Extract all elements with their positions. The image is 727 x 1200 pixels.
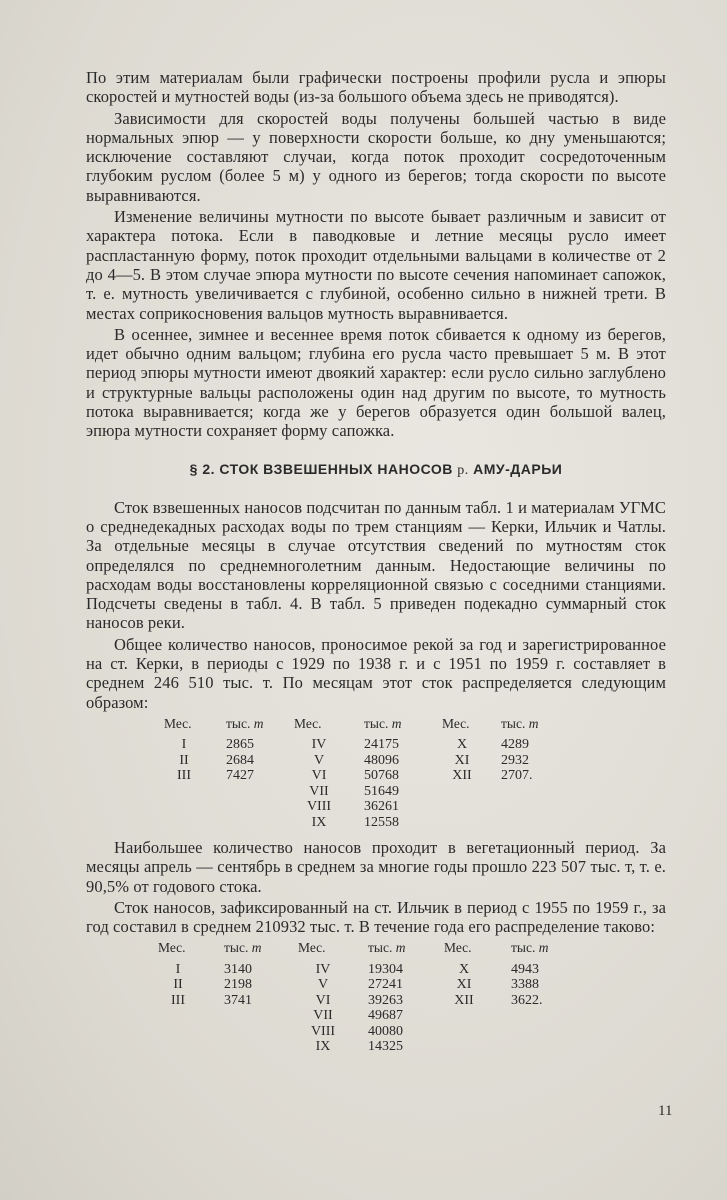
table-month-cell: X xyxy=(456,737,468,753)
t1-months-2 xyxy=(294,737,344,830)
paragraph-5: Сток взвешенных наносов подсчитан по данным табл. 1 и материалам УГМС о среднедекадных расходах воды по трем станциям — Керки, Ильчик и Чатлы. За отдельные месяцы в случае отсутствия сведений по мутностям сток определялся по среднемноголетним данным. Недостающие величины по расходам воды восстановлены корреляционной связью с соседними станциями. Подсчеты сведены в табл. 4. В табл. 5 приведен подекадно суммарный сток наносов реки. xyxy=(86,497,666,633)
table-month-cell: I xyxy=(181,737,187,753)
t1-col-value-2 xyxy=(364,716,424,831)
table-month-cell: VI xyxy=(315,992,331,1008)
t2-col-month-1 xyxy=(158,940,198,1008)
table-value-cell: 27241 xyxy=(368,977,403,993)
table-month-cell: VIII xyxy=(306,799,332,815)
table-value-cell: 4289 xyxy=(501,737,529,753)
paragraph-8: Сток наносов, зафиксированный на ст. Ильчик в период с 1955 по 1959 г., за год составил в среднем 210932 тыс. т. В течение года его распределение таково: xyxy=(86,897,666,937)
table-month-cell: III xyxy=(171,992,185,1008)
table-month-cell: IX xyxy=(315,1039,331,1055)
t2-months-1 xyxy=(158,962,198,1009)
t1-months-3 xyxy=(442,737,482,784)
table-month-cell: IV xyxy=(311,737,327,753)
table-month-cell: III xyxy=(177,768,191,784)
table-month-cell: VII xyxy=(309,783,329,799)
page-content xyxy=(86,68,666,1066)
t2-months-3 xyxy=(444,962,484,1009)
table-value-cell: 39263 xyxy=(368,992,403,1008)
monthly-table-ilchik xyxy=(86,940,666,1056)
table-value-cell: 3741 xyxy=(224,992,252,1008)
t2-header-value-1: тыс. т xyxy=(224,940,262,956)
table-value-cell: 19304 xyxy=(368,961,403,977)
section-river-prefix: р. xyxy=(457,462,469,478)
t1-col-value-3 xyxy=(501,716,561,784)
t1-values-1 xyxy=(226,737,286,784)
paragraph-6: Общее количество наносов, проносимое рекой за год и зарегистрированное на ст. Керки, в периоды с 1929 по 1938 г. и с 1951 по 1959 г. составляет в среднем 246 510 тыс. т. По месяцам этот сток распределяется следующим образом: xyxy=(86,634,666,712)
section-heading xyxy=(86,461,666,479)
page-number: 11 xyxy=(658,1103,673,1119)
table-value-cell: 3388 xyxy=(511,977,539,993)
t1-header-value-2: тыс. т xyxy=(364,715,402,731)
table-value-cell: 2684 xyxy=(226,752,254,768)
t2-col-month-3 xyxy=(444,940,484,1008)
table-value-cell: 48096 xyxy=(364,752,399,768)
table-value-cell: 24175 xyxy=(364,737,399,753)
paragraph-2: Зависимости для скоростей воды получены большей частью в виде нормальных эпюр — у поверхности скорости больше, ко дну уменьшаются; исключение составляют случаи, когда поток проходит сосредоточенным глубоким руслом (более 5 м) у одного из берегов; тогда скорости по высоте выравниваются. xyxy=(86,108,666,205)
table-month-cell: II xyxy=(173,977,183,993)
table-month-cell: IX xyxy=(311,814,327,830)
t2-header-month-3: Мес. xyxy=(444,940,472,956)
table-value-cell: 14325 xyxy=(368,1039,403,1055)
t2-header-month-1: Мес. xyxy=(158,940,186,956)
table-month-cell: VI xyxy=(311,768,327,784)
t1-values-2 xyxy=(364,737,424,830)
paragraph-4: В осеннее, зимнее и весеннее время поток сбивается к одному из берегов, идет обычно одним вальцом; глубина его русла часто превышает 5 м. В этот период эпюры мутности имеют двоякий характер: если русло сильно заглублено и структурные вальцы расположены один над другим по высоте, то мутность потока выравнивается; когда же у берегов образуется один большой валец, эпюра мутности сохраняет форму сапожка. xyxy=(86,324,666,441)
t2-header-value-2: тыс. т xyxy=(368,940,406,956)
table-month-cell: X xyxy=(458,961,470,977)
table-value-cell: 50768 xyxy=(364,768,399,784)
table-month-cell: II xyxy=(179,752,189,768)
table-value-cell: 36261 xyxy=(364,799,399,815)
table-month-cell: VII xyxy=(313,1008,333,1024)
table-value-cell: 2932 xyxy=(501,752,529,768)
t1-header-month-3: Мес. xyxy=(442,715,470,731)
table-value-cell: 2198 xyxy=(224,977,252,993)
table-month-cell: V xyxy=(317,977,329,993)
section-title-after: АМУ-ДАРЬИ xyxy=(473,460,563,477)
t1-header-month-1: Мес. xyxy=(164,715,192,731)
table-value-cell: 3140 xyxy=(224,961,252,977)
t1-col-value-1 xyxy=(226,716,286,784)
table-value-cell: 51649 xyxy=(364,783,399,799)
t2-values-1 xyxy=(224,962,284,1009)
table-value-cell: 40080 xyxy=(368,1023,403,1039)
section-title-before: СТОК ВЗВЕШЕННЫХ НАНОСОВ xyxy=(219,460,453,477)
paragraph-7: Наибольшее количество наносов проходит в вегетационный период. За месяцы апрель — сентябрь в среднем за многие годы прошло 223 507 тыс. т, т. е. 90,5% от годового стока. xyxy=(86,837,666,896)
table-value-cell: 7427 xyxy=(226,768,254,784)
paragraph-3: Изменение величины мутности по высоте бывает различным и зависит от характера потока. Если в паводковые и летние месяцы русло имеет распластанную форму, поток проходит отдельными вальцами в количестве от 2 до 4—5. В этом случае эпюра мутности по высоте сечения напоминает сапожок, т. е. мутность увеличивается с глубиной, особенно сильно в нижней трети. В местах соприкосновения вальцов мутность выравнивается. xyxy=(86,207,666,323)
table-month-cell: V xyxy=(313,752,325,768)
table-month-cell: IV xyxy=(315,961,331,977)
t1-header-month-2: Мес. xyxy=(294,715,322,731)
t2-values-2 xyxy=(368,962,428,1055)
table-month-cell: XI xyxy=(454,752,470,768)
t2-header-month-2: Мес. xyxy=(298,940,326,956)
table-value-cell: 3622. xyxy=(511,992,543,1008)
t2-header-value-3: тыс. т xyxy=(511,940,549,956)
t1-col-month-3 xyxy=(442,716,482,784)
t1-months-1 xyxy=(164,737,204,784)
t1-header-value-1: тыс. т xyxy=(226,715,264,731)
table-month-cell: XI xyxy=(456,977,472,993)
table-value-cell: 49687 xyxy=(368,1008,403,1024)
t2-col-value-3 xyxy=(511,940,571,1008)
t1-header-value-3: тыс. т xyxy=(501,715,539,731)
table-month-cell: VIII xyxy=(310,1023,336,1039)
table-value-cell: 12558 xyxy=(364,814,399,830)
t2-months-2 xyxy=(298,962,348,1055)
t2-values-3 xyxy=(511,962,571,1009)
t2-col-value-2 xyxy=(368,940,428,1055)
table-month-cell: I xyxy=(175,961,181,977)
paragraph-1: По этим материалам были графически построены профили русла и эпюры скоростей и мутностей воды (из-за большого объема здесь не приводятся). xyxy=(86,68,666,107)
t2-col-month-2 xyxy=(298,940,348,1055)
table-value-cell: 4943 xyxy=(511,961,539,977)
table-value-cell: 2707. xyxy=(501,768,533,784)
t1-col-month-2 xyxy=(294,716,344,831)
t1-values-3 xyxy=(501,737,561,784)
section-number: § 2. xyxy=(189,460,215,477)
table-value-cell: 2865 xyxy=(226,737,254,753)
table-month-cell: XII xyxy=(452,768,472,784)
table-month-cell: XII xyxy=(454,992,474,1008)
t2-col-value-1 xyxy=(224,940,284,1008)
monthly-table-kerki xyxy=(86,716,666,828)
t1-col-month-1 xyxy=(164,716,204,784)
